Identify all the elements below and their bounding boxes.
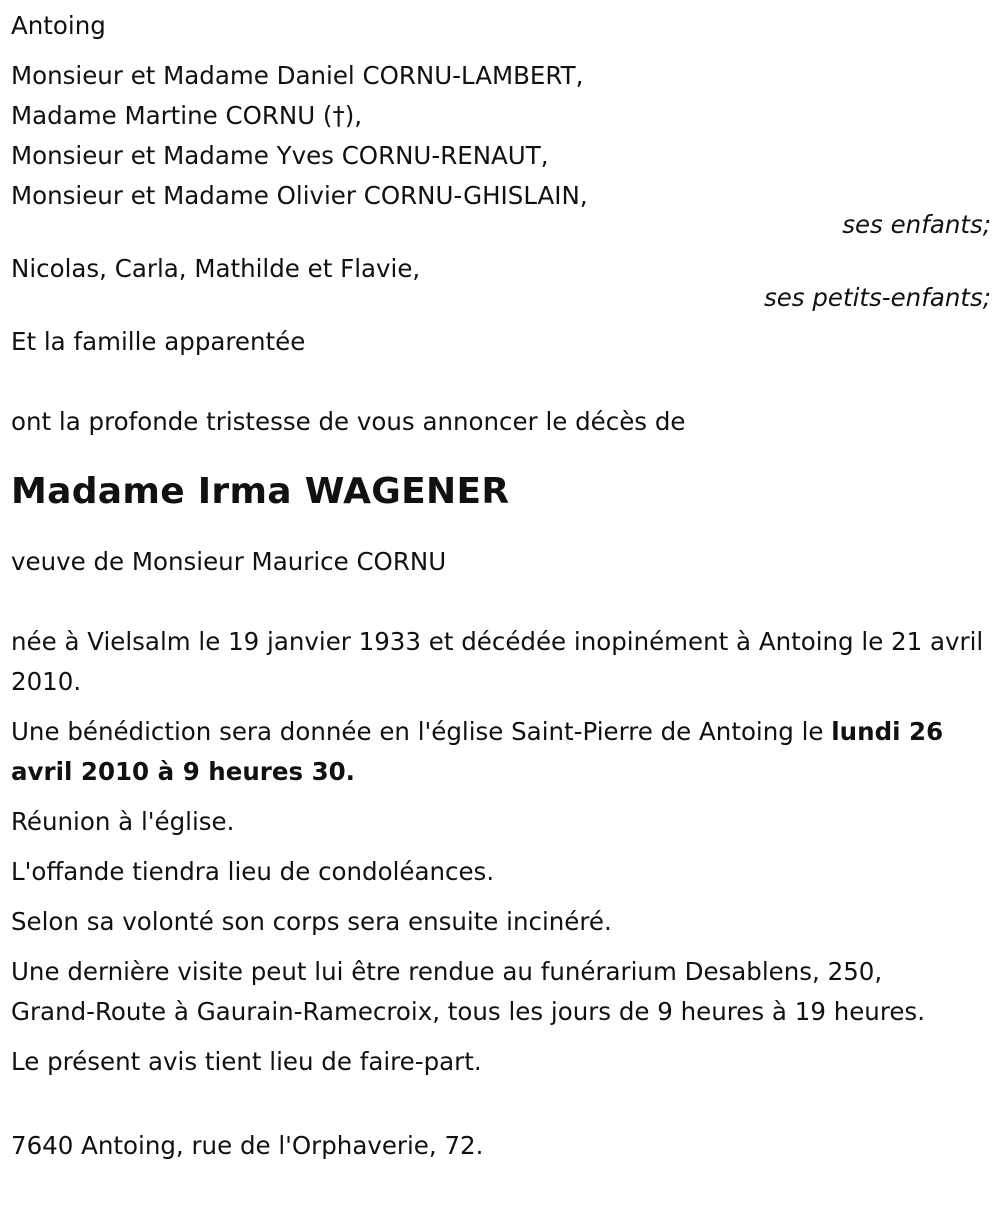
deceased-name: Madame Irma WAGENER xyxy=(11,471,510,512)
blessing-paragraph xyxy=(11,712,991,792)
child-entry: Monsieur et Madame Olivier CORNU-GHISLAIN, xyxy=(11,181,588,210)
blessing-text: Une bénédiction sera donnée en l'église Saint-Pierre de Antoing le xyxy=(11,717,832,746)
visit-paragraph: Une dernière visite peut lui être rendue au funérarium Desablens, 250, Grand-Route à Gaurain-Ramecroix, tous les jours de 9 heures à 19 heures. xyxy=(11,957,925,1026)
child-entry: Monsieur et Madame Yves CORNU-RENAUT, xyxy=(11,141,549,170)
child-entry: Monsieur et Madame Daniel CORNU-LAMBERT, xyxy=(11,61,584,90)
offering-paragraph: L'offande tiendra lieu de condoléances. xyxy=(11,857,495,886)
children-role: ses enfants; xyxy=(842,210,991,239)
grandchildren: Nicolas, Carla, Mathilde et Flavie, xyxy=(11,254,421,283)
widow-of-line: veuve de Monsieur Maurice CORNU xyxy=(11,547,447,576)
blessing-date: lundi 26 avril 2010 à 9 heures 30. xyxy=(11,717,944,786)
family-line: Et la famille apparentée xyxy=(11,327,306,356)
city-heading: Antoing xyxy=(11,11,106,40)
announcement-line: ont la profonde tristesse de vous annoncer le décès de xyxy=(11,407,686,436)
meeting-paragraph: Réunion à l'église. xyxy=(11,807,235,836)
address-line: 7640 Antoing, rue de l'Orphaverie, 72. xyxy=(11,1131,484,1160)
obituary-notice xyxy=(11,6,991,1166)
grandchildren-role: ses petits-enfants; xyxy=(763,283,991,312)
children-list xyxy=(11,56,991,216)
birth-death-paragraph: née à Vielsalm le 19 janvier 1933 et décédée inopinément à Antoing le 21 avril 2010. xyxy=(11,627,984,696)
cremation-paragraph: Selon sa volonté son corps sera ensuite incinéré. xyxy=(11,907,612,936)
child-entry: Madame Martine CORNU (†), xyxy=(11,101,363,130)
notice-paragraph: Le présent avis tient lieu de faire-part. xyxy=(11,1047,482,1076)
